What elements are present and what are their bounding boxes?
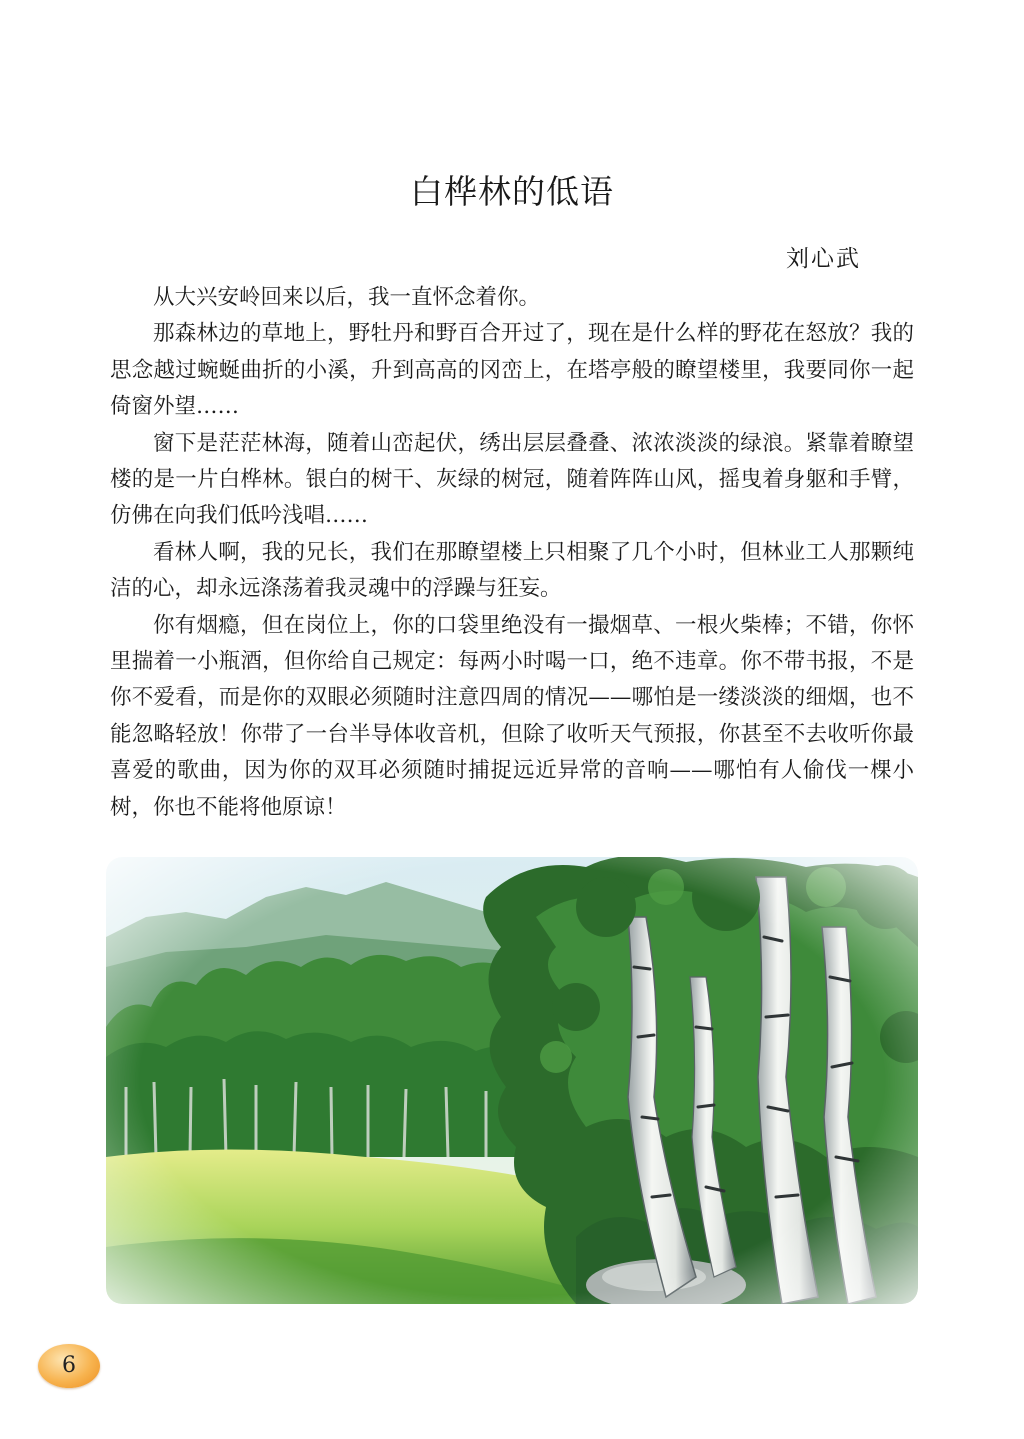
page-title: 白桦林的低语: [410, 172, 614, 211]
paragraph-5: 你有烟瘾，但在岗位上，你的口袋里绝没有一撮烟草、一根火柴棒；不错，你怀里揣着一小瓶酒，但你给自己规定：每两小时喝一口，绝不违章。你不带书报，不是你不爱看，而是你的双眼必须随时注意四周的情况——哪怕是一缕淡淡的细烟，也不能忽略轻放！你带了一台半导体收音机，但除了收听天气预报，你甚至不去收听你最喜爱的歌曲，因为你的双耳必须随时捕捉远近异常的音响——哪怕有人偷伐一棵小树，你也不能将他原谅！: [110, 612, 914, 820]
paragraph-2: 那森林边的草地上，野牡丹和野百合开过了，现在是什么样的野花在怒放？我的思念越过蜿蜒曲折的小溪，升到高高的冈峦上，在塔亭般的瞭望楼里，我要同你一起倚窗外望……: [110, 321, 914, 420]
birch-forest-illustration: [106, 857, 918, 1304]
paragraph-1: 从大兴安岭回来以后，我一直怀念着你。: [153, 285, 541, 310]
paragraph-4: 看林人啊，我的兄长，我们在那瞭望楼上只相聚了几个小时，但林业工人那颗纯洁的心，却永远涤荡着我灵魂中的浮躁与狂妄。: [110, 539, 914, 602]
page-number: 6: [38, 1344, 100, 1388]
paragraph-3: 窗下是茫茫林海，随着山峦起伏，绣出层层叠叠、浓浓淡淡的绿浪。紧靠着瞭望楼的是一片白桦林。银白的树干、灰绿的树冠，随着阵阵山风，摇曳着身躯和手臂，仿佛在向我们低吟浅唱……: [110, 430, 914, 529]
article-body: [110, 280, 914, 826]
author-name: 刘心武: [786, 246, 861, 272]
birch-forest-drawing: [106, 857, 918, 1304]
